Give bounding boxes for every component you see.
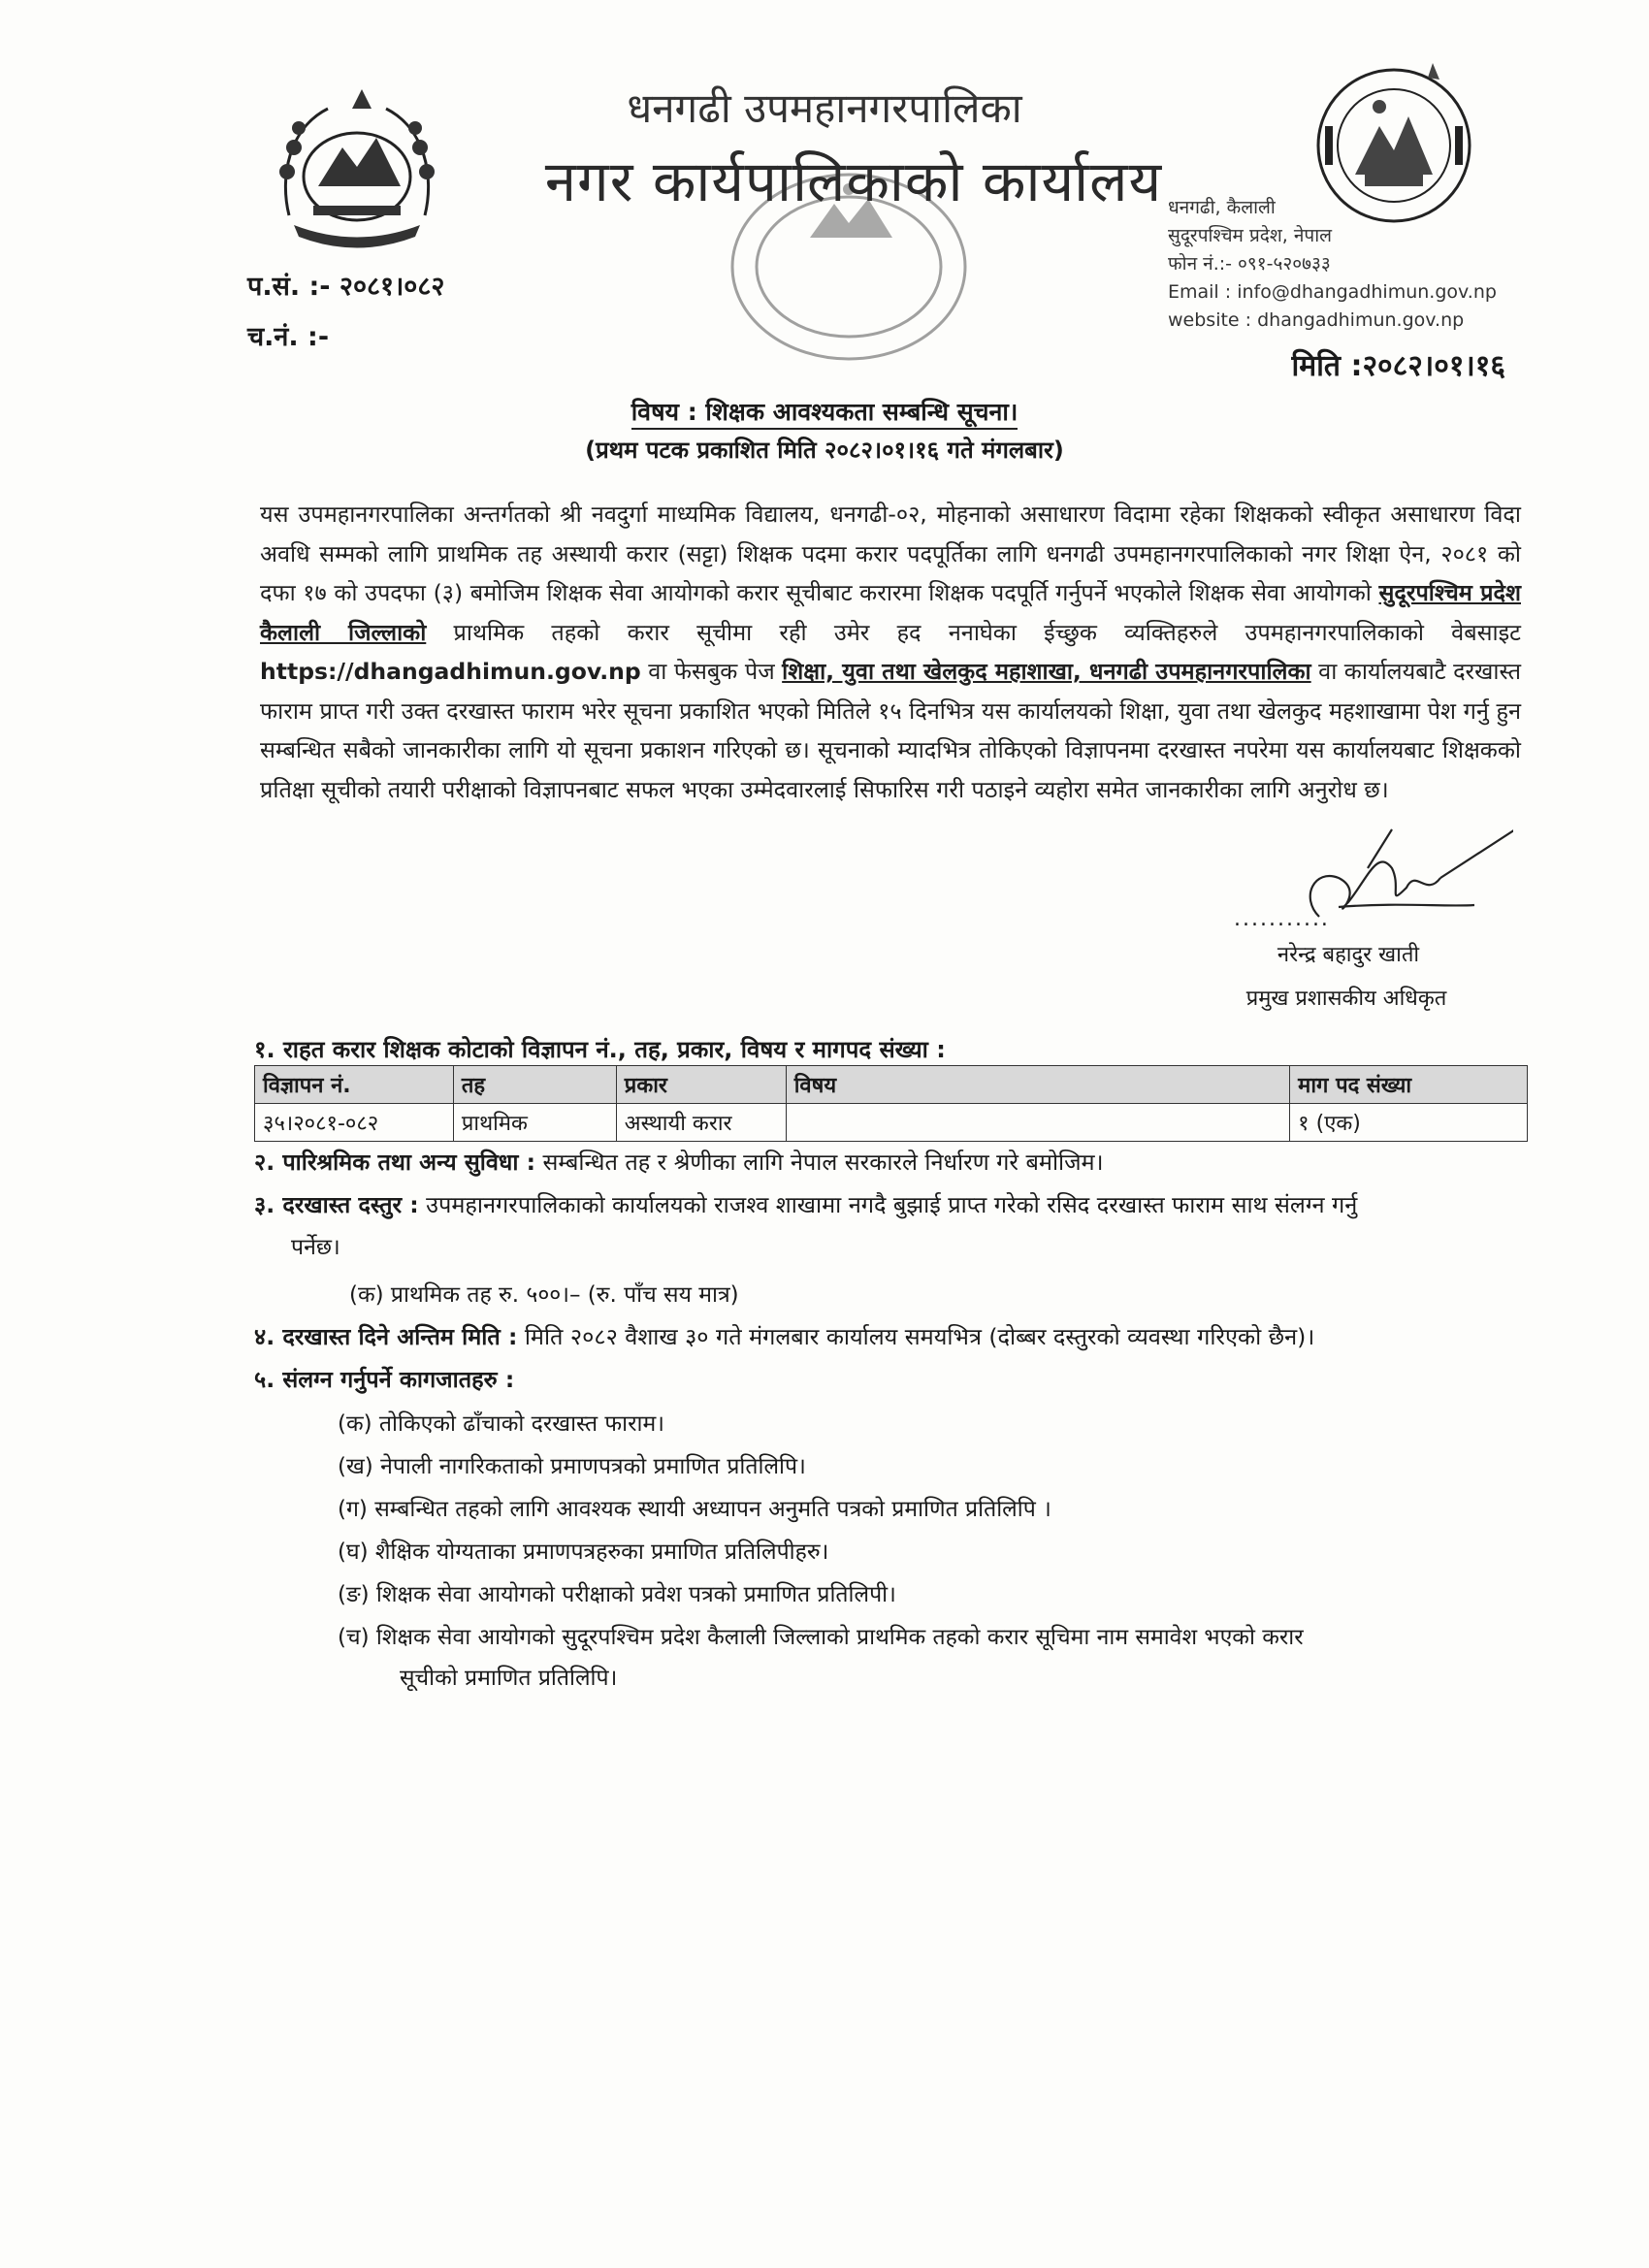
section3-label: ३. दरखास्त दस्तुर : (254, 1191, 419, 1218)
phone-line: फोन नं.:- ०९१-५२०७३३ (1168, 253, 1331, 275)
nepal-emblem-icon (260, 70, 454, 254)
reference-block (247, 262, 444, 363)
section5 (254, 1360, 1535, 1399)
section4-label: ४. दरखास्त दिने अन्तिम मिति : (254, 1323, 518, 1350)
signatory-name: नरेन्द्र बहादुर खाती (1277, 943, 1420, 967)
section3-text: उपमहानगरपालिकाको कार्यालयको राजश्व शाखामा नगदै बुझाई प्राप्त गरेको रसिद दरखास्त फाराम साथ संलग्न गर्नु (418, 1191, 1358, 1218)
document-list-item: (ख) नेपाली नागरिकताको प्रमाणपत्रको प्रमाणित प्रतिलिपि। (338, 1454, 806, 1479)
column-header: तह (453, 1066, 616, 1104)
section4 (254, 1317, 1535, 1356)
signatory-title: प्रमुख प्रशासकीय अधिकृत (1245, 987, 1447, 1011)
body-part: प्राथमिक तहको करार सूचीमा रही उमेर हद ननाघेका ईच्छुक व्यक्तिहरुले उपमहानगरपालिकाको वेबसाइट (426, 618, 1522, 646)
office-title: नगर कार्यपालिकाको कार्यालय (544, 148, 1163, 214)
document-list-item: (घ) शैक्षिक योग्यताका प्रमाणपत्रहरुका प्रमाणित प्रतिलिपीहरु। (338, 1539, 829, 1565)
document-list-item: (ङ) शिक्षक सेवा आयोगको परीक्षाको प्रवेश पत्रको प्रमाणित प्रतिलिपी। (338, 1582, 896, 1607)
document-list-item-continued: सूचीको प्रमाणित प्रतिलिपि। (400, 1666, 618, 1691)
signature-dots: ........... (1234, 907, 1330, 931)
office-line1: धनगढी उपमहानगरपालिका (627, 84, 1022, 132)
facebook-page-name: शिक्षा, युवा तथा खेलकुद महाशाखा, धनगढी उपमहानगरपालिका (782, 658, 1311, 685)
dispatch-number: च.नं. :- (247, 322, 330, 352)
column-header: माग पद संख्या (1290, 1066, 1528, 1104)
email-line: Email : info@dhangadhimun.gov.np (1168, 281, 1497, 303)
section3-text-continued: पर्नेछ। (291, 1235, 340, 1260)
table-cell: ३५।२०८१-०८२ (255, 1104, 454, 1142)
address-line: सुदूरपश्चिम प्रदेश, नेपाल (1168, 225, 1332, 246)
column-header: प्रकार (616, 1066, 786, 1104)
notice-date: मिति :२०८२।०१।१६ (1291, 349, 1505, 383)
address-line: धनगढी, कैलाली (1168, 197, 1276, 218)
table-cell: अस्थायी करार (616, 1104, 786, 1142)
subject-line (0, 395, 1649, 428)
table-header-row (255, 1066, 1528, 1104)
document-list-item: (ग) सम्बन्धित तहको लागि आवश्यक स्थायी अध्यापन अनुमति पत्रको प्रमाणित प्रतिलिपि । (338, 1497, 1051, 1522)
section3-fee: (क) प्राथमिक तह रु. ५००।– (रु. पाँच सय मात्र) (349, 1282, 739, 1308)
table-row (255, 1104, 1528, 1142)
body-highlight: सुदूरपश्चिम प्रदेश कैलाली जिल्लाको (260, 579, 1521, 646)
column-header: विषय (786, 1066, 1289, 1104)
website-line: website : dhangadhimun.gov.np (1168, 309, 1465, 331)
table-cell: १ (एक) (1290, 1104, 1528, 1142)
notice-body (260, 495, 1521, 809)
subject-text: विषय : शिक्षक आवश्यकता सम्बन्धि सूचना। (631, 398, 1018, 430)
body-part: वा फेसबुक पेज (640, 658, 783, 685)
publish-date-line: (प्रथम पटक प्रकाशित मिति २०८२।०१।१६ गते मंगलबार) (585, 437, 1064, 464)
website-link[interactable]: https://dhangadhimun.gov.np (260, 658, 641, 685)
body-part: यस उपमहानगरपालिका अन्तर्गतको श्री नवदुर्गा माध्यमिक विद्यालय, धनगढी-०२, मोहनाको असाधारण विदामा रहेका शिक्षकको स्वीकृत असाधारण विदा अवधि सम्मको लागि प्राथमिक तह अस्थायी करार (सट्टा) शिक्षक पदमा करार पदपूर्तिका लागि धनगढी उपमहानगरपालिकाको नगर शिक्षा ऐन, २०८१ को दफा १७ को उपदफा (३) बमोजिम शिक्षक सेवा आयोगको करार सूचीबाट करारमा शिक्षक पदपूर्ति गर्नुपर्ने भएकोले शिक्षक सेवा आयोगको (260, 501, 1521, 606)
office-address (1168, 194, 1497, 335)
section4-text: मिति २०८२ वैशाख ३० गते मंगलबार कार्यालय समयभित्र (दोब्बर दस्तुरको व्यवस्था गरिएको छैन)। (517, 1323, 1315, 1350)
reference-number: प.सं. :- २०८१।०८२ (247, 272, 445, 302)
section2 (254, 1143, 1535, 1182)
column-header: विज्ञापन नं. (255, 1066, 454, 1104)
advertisement-table (254, 1065, 1528, 1142)
document-list-item: (च) शिक्षक सेवा आयोगको सुदूरपश्चिम प्रदेश कैलाली जिल्लाको प्राथमिक तहको करार सूचिमा नाम समावेश भएको करार (338, 1625, 1304, 1650)
section2-label: २. पारिश्रमिक तथा अन्य सुविधा : (254, 1149, 536, 1176)
section3 (254, 1185, 1535, 1224)
body-part: वा कार्यालयबाटै दरखास्त फाराम प्राप्त गरी उक्त दरखास्त फाराम भरेर सूचना प्रकाशित भएको मितिले १५ दिनभित्र यस कार्यालयको शिक्षा, युवा तथा खेलकुद महशाखामा पेश गर्नु हुन सम्बन्धित सबैको जानकारीका लागि यो सूचना प्रकाशन गरिएको छ। सूचनाको म्यादभित्र तोकिएको विज्ञापनमा दरखास्त नपरेमा यस कार्यालयबाट शिक्षकको प्रतिक्षा सूचीको तयारी परीक्षाको विज्ञापनबाट सफल भएका उम्मेदवारलाई सिफारिस गरी पठाइने व्यहोरा समेत जानकारीका लागि अनुरोध छ। (260, 658, 1522, 803)
section2-text: सम्बन्धित तह र श्रेणीका लागि नेपाल सरकारले निर्धारण गरे बमोजिम। (535, 1149, 1104, 1176)
table-cell: प्राथमिक (453, 1104, 616, 1142)
section5-label: ५. संलग्न गर्नुपर्ने कागजातहरु : (254, 1366, 515, 1393)
document-list-item: (क) तोकिएको ढाँचाको दरखास्त फाराम। (338, 1411, 664, 1437)
table-cell (786, 1104, 1289, 1142)
section1-heading: १. राहत करार शिक्षक कोटाको विज्ञापन नं., तह, प्रकार, विषय र मागपद संख्या : (254, 1036, 946, 1063)
